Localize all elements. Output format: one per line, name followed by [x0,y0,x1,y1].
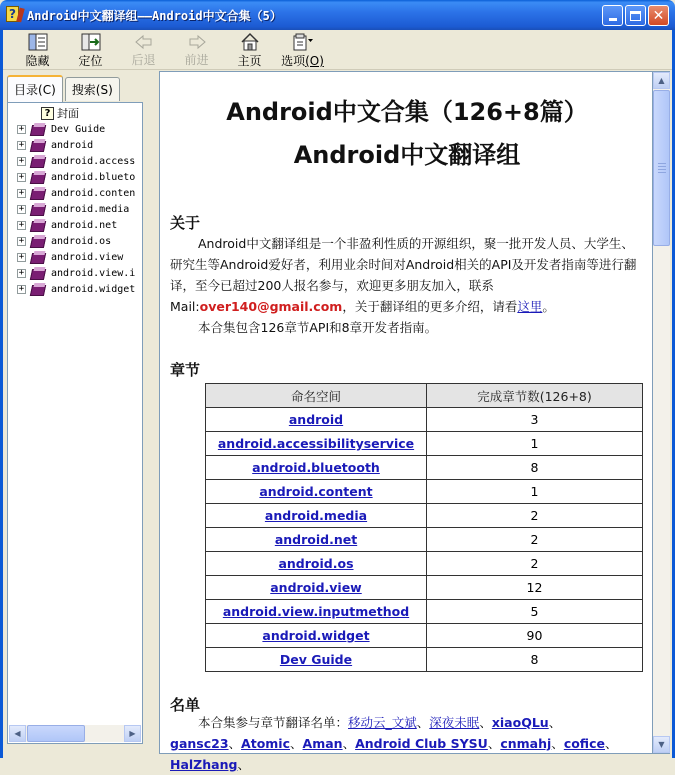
namespace-link[interactable]: android.view.inputmethod [222,604,410,619]
book-icon [31,187,47,200]
expand-plus-icon[interactable]: + [18,155,25,166]
here-link[interactable]: 这里 [517,299,543,314]
tree-item[interactable]: + android.view [18,251,124,263]
tree-item[interactable]: + Dev Guide [18,123,106,135]
namespace-link[interactable]: android.os [278,556,354,571]
book-icon [31,251,47,264]
table-row [206,600,643,624]
tree-item[interactable]: + android.conten [18,187,136,199]
tree-item-cover[interactable]: ? 封面 [8,105,79,121]
locate-label: 定位 [78,54,103,68]
table-row [206,576,643,600]
close-icon: ✕ [652,7,665,24]
about-summary: 本合集包含126章节API和8章开发者指南。 [198,320,438,335]
scroll-thumb[interactable] [653,90,670,246]
help-page-icon: ? [41,107,54,120]
contributor-link[interactable]: 移动云_文斌 [348,715,417,730]
tree-item[interactable]: + android.view.i [18,267,136,279]
scroll-right-icon[interactable]: ▶ [124,725,141,742]
contributor-link[interactable]: 深夜未眠 [429,715,480,730]
maximize-icon [630,11,641,21]
contributor-link[interactable]: Android Club SYSU [355,736,488,751]
chapters-table [205,383,643,672]
table-row [206,648,643,672]
names-heading: 名单 [170,696,201,714]
chapter-count: 90 [427,624,643,648]
tree-item[interactable]: + android.media [18,203,130,215]
expand-plus-icon[interactable]: + [18,219,25,230]
table-row [206,528,643,552]
forward-button[interactable] [170,30,223,68]
forward-arrow-icon [186,33,208,50]
locate-button[interactable] [64,30,117,68]
contributor-link[interactable]: xiaoQLu [491,715,549,730]
namespace-link[interactable]: Dev Guide [279,652,353,667]
book-icon [31,171,47,184]
expand-plus-icon[interactable]: + [18,187,25,198]
table-header-row [206,384,643,408]
book-icon [31,155,47,168]
help-app-icon: ? [5,6,23,24]
namespace-link[interactable]: android.media [264,508,368,523]
namespace-link[interactable]: android.widget [262,628,370,643]
tab-search[interactable]: 搜索 (S) [65,77,120,101]
chapter-count: 2 [427,504,643,528]
options-icon [292,33,314,51]
chapter-count: 5 [427,600,643,624]
tree-horizontal-scrollbar[interactable] [9,725,141,742]
home-label: 主页 [237,54,262,68]
contributor-link[interactable]: HalZhang [170,757,238,772]
doc-title-line2: Android中文翻译组 [293,141,521,169]
chapter-count: 8 [427,456,643,480]
chapter-count: 3 [427,408,643,432]
namespace-link[interactable]: android [288,412,344,427]
expand-plus-icon[interactable]: + [18,283,25,294]
expand-plus-icon[interactable]: + [18,251,25,262]
expand-plus-icon[interactable]: + [18,203,25,214]
table-row [206,504,643,528]
book-icon [31,267,47,280]
tree-item[interactable]: + android.widget [18,283,136,295]
contributor-link[interactable]: Aman [302,736,343,751]
namespace-link[interactable]: android.content [259,484,373,499]
contact-email: over140@gmail.com [199,299,343,314]
back-button[interactable] [117,30,170,68]
home-button[interactable] [223,30,276,68]
tree-item[interactable]: + android.os [18,235,112,247]
maximize-button[interactable] [625,5,646,26]
book-icon [31,139,47,152]
tree-item[interactable]: + android [18,139,94,151]
book-icon [31,283,47,296]
chapter-count: 2 [427,552,643,576]
contributor-link[interactable]: gansc23 [170,736,229,751]
namespace-link[interactable]: android.bluetooth [252,460,380,475]
scroll-left-icon[interactable]: ◀ [9,725,26,742]
scroll-down-icon[interactable]: ▼ [653,736,670,753]
names-paragraph: 本合集参与章节翻译名单：移动云_文斌、深夜未眠、xiaoQLu、 gansc23、Atomic、Aman、Android Club SYSU、cnmahj、cofice、HalZhang、 [170,715,618,772]
doc-title-line1: Android中文合集（126+8篇） [226,98,588,126]
table-row [206,408,643,432]
book-icon [31,123,47,136]
home-icon [239,33,261,51]
table-row [206,456,643,480]
window-title: Android中文翻译组——Android中文合集（5） [27,8,282,23]
hide-icon [27,33,49,51]
book-icon [31,203,47,216]
column-header-count: 完成章节数(126+8) [427,384,643,408]
chapter-count: 12 [427,576,643,600]
tree-item[interactable]: + android.net [18,219,118,231]
hide-label: 隐藏 [25,54,50,68]
expand-plus-icon[interactable]: + [18,171,25,182]
back-arrow-icon [133,33,155,50]
back-label: 后退 [131,53,156,67]
options-label: 选项(O) [281,54,324,68]
tree-item[interactable]: + android.access [18,155,136,167]
table-row [206,624,643,648]
expand-plus-icon[interactable]: + [18,139,25,150]
table-row [206,480,643,504]
contributor-link[interactable]: Atomic [241,736,291,751]
scroll-thumb[interactable] [27,725,85,742]
column-header-namespace: 命名空间 [206,384,427,408]
chapter-count: 1 [427,432,643,456]
table-row [206,432,643,456]
table-row [206,552,643,576]
namespace-link[interactable]: android.accessibilityservice [217,436,415,451]
chapter-count: 2 [427,528,643,552]
close-button[interactable] [648,5,669,26]
contributor-link[interactable]: cnmahj [500,736,552,751]
book-icon [31,235,47,248]
expand-plus-icon[interactable]: + [18,235,25,246]
chapters-heading: 章节 [170,361,201,379]
title-bar[interactable] [0,0,675,30]
book-icon [31,219,47,232]
namespace-link[interactable]: android.net [274,532,358,547]
scroll-up-icon[interactable]: ▲ [653,72,670,89]
contents-tree[interactable] [7,102,143,744]
toolbar [3,30,672,70]
about-paragraph: Android中文翻译组是一个非盈利性质的开源组织，聚一批开发人员、大学生、研究生等Android爱好者，利用业余时间对Android相关的API及开发者指南等进行翻译，至今已超过200人报名参与，欢迎更多朋友加入，联系Mail:over140@gmail.com，关于翻译组的更多介绍，请看这里。 [170,236,637,314]
expand-plus-icon[interactable]: + [18,267,25,278]
forward-label: 前进 [184,53,209,67]
tab-contents[interactable]: 目录 (C) [7,75,63,102]
chapter-count: 8 [427,648,643,672]
contributor-link[interactable]: cofice [563,736,605,751]
minimize-button[interactable] [602,5,623,26]
locate-icon [80,33,102,51]
navigation-pane [3,71,155,754]
topic-content [159,71,653,772]
chapter-count: 1 [427,480,643,504]
hide-button[interactable] [11,30,64,68]
namespace-link[interactable]: android.view [270,580,362,595]
about-heading: 关于 [170,214,201,232]
content-vertical-scrollbar[interactable] [653,71,670,754]
options-button[interactable] [276,30,329,68]
tree-item[interactable]: + android.blueto [18,171,136,183]
expand-plus-icon[interactable]: + [18,123,25,134]
minimize-icon [609,18,617,21]
